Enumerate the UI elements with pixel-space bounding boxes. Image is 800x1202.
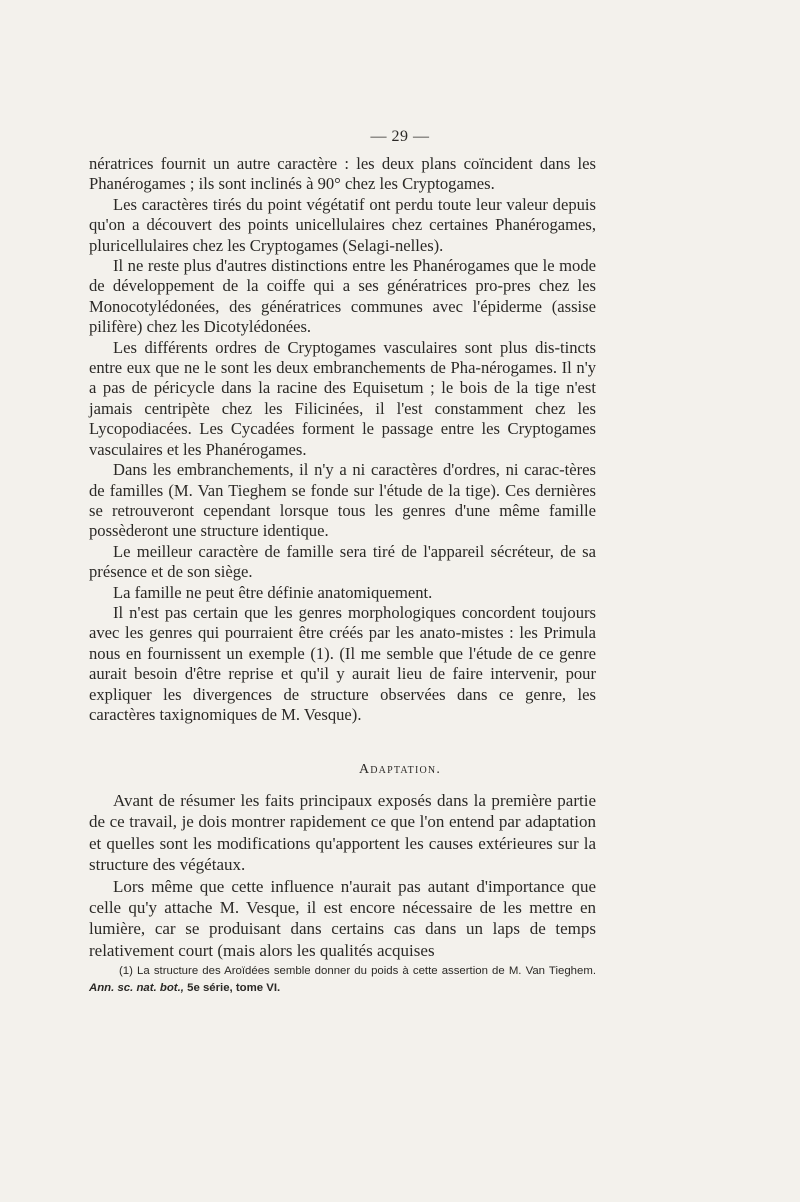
body-paragraph: Les différents ordres de Cryptogames vasculaires sont plus dis-tincts entre eux que ne le sont les deux embranchements de Pha-nérogames. Il n'y a pas de péricycle dans la racine des Equisetum ; le bois de la tige n'est jamais centripète chez les Filicinées, il l'est constamment chez les Lycopodiacées. Les Cycadées forment le passage entre les Cryptogames vasculaires et les Phanérogames. bbox=[89, 337, 596, 459]
body-paragraph: Dans les embranchements, il n'y a ni caractères d'ordres, ni carac-tères de familles (M. Van Tieghem se fonde sur l'étude de la tige). Ces dernières se retrouveront cependant lorsque tous les genres d'une même famille possèderont une structure identique. bbox=[89, 460, 596, 541]
adaptation-paragraph: Avant de résumer les faits principaux exposés dans la première partie de ce travail, je dois montrer rapidement ce que l'on entend par adaptation et quelles sont les modifications qu'apportent les causes extérieures sur la structure des végétaux. bbox=[89, 791, 596, 875]
section-heading: Adaptation. bbox=[358, 762, 442, 777]
footnote-paragraph bbox=[89, 963, 596, 997]
main-text-block bbox=[89, 154, 596, 725]
page-number: — 29 — bbox=[370, 128, 430, 145]
adaptation-text-block bbox=[89, 790, 596, 961]
body-paragraph: nératrices fournit un autre caractère : les deux plans coïncident dans les Phanérogames ; ils sont inclinés à 90° chez les Cryptogames. bbox=[89, 154, 596, 194]
body-paragraph: Il ne reste plus d'autres distinctions entre les Phanérogames que le mode de développement de la coiffe qui a ses génératrices pro-pres chez les Monocotylédonées, des génératrices communes avec l'épiderme (assise pilifère) chez les Dicotylédonées. bbox=[89, 256, 596, 337]
footnote-reference-volume: 5e série, tome VI. bbox=[187, 982, 281, 994]
footnote bbox=[89, 963, 596, 997]
adaptation-paragraph: Lors même que cette influence n'aurait pas autant d'importance que celle qu'y attache M. Vesque, il est encore nécessaire de les mettre en lumière, car se produisant dans certains cas dans un laps de temps relativement court (mais alors les qualités acquises bbox=[89, 876, 596, 960]
body-paragraph: Les caractères tirés du point végétatif ont perdu toute leur valeur depuis qu'on a découvert des points unicellulaires chez certaines Phanérogames, pluricellulaires chez les Cryptogames (Selagi-nelles). bbox=[89, 194, 596, 255]
body-paragraph: Il n'est pas certain que les genres morphologiques concordent toujours avec les genres qui pourraient être créés par les anato-mistes : les Primula nous en fournissent un exemple (1). (Il me semble que l'étude de ce genre aurait besoin d'être reprise et qu'il y aurait lieu de faire intervenir, pour expliquer les divergences de structure observées dans ce genre, les caractères taxignomiques de M. Vesque). bbox=[89, 602, 596, 724]
footnote-reference-journal: Ann. sc. nat. bot., bbox=[89, 982, 184, 994]
footnote-text: La structure des Aroïdées semble donner du poids à cette assertion de M. Van Tieghem. bbox=[137, 965, 596, 977]
footnote-marker: (1) bbox=[119, 965, 133, 977]
body-paragraph: La famille ne peut être définie anatomiquement. bbox=[113, 582, 433, 602]
body-paragraph: Le meilleur caractère de famille sera tiré de l'appareil sécréteur, de sa présence et de son siège. bbox=[89, 541, 596, 582]
